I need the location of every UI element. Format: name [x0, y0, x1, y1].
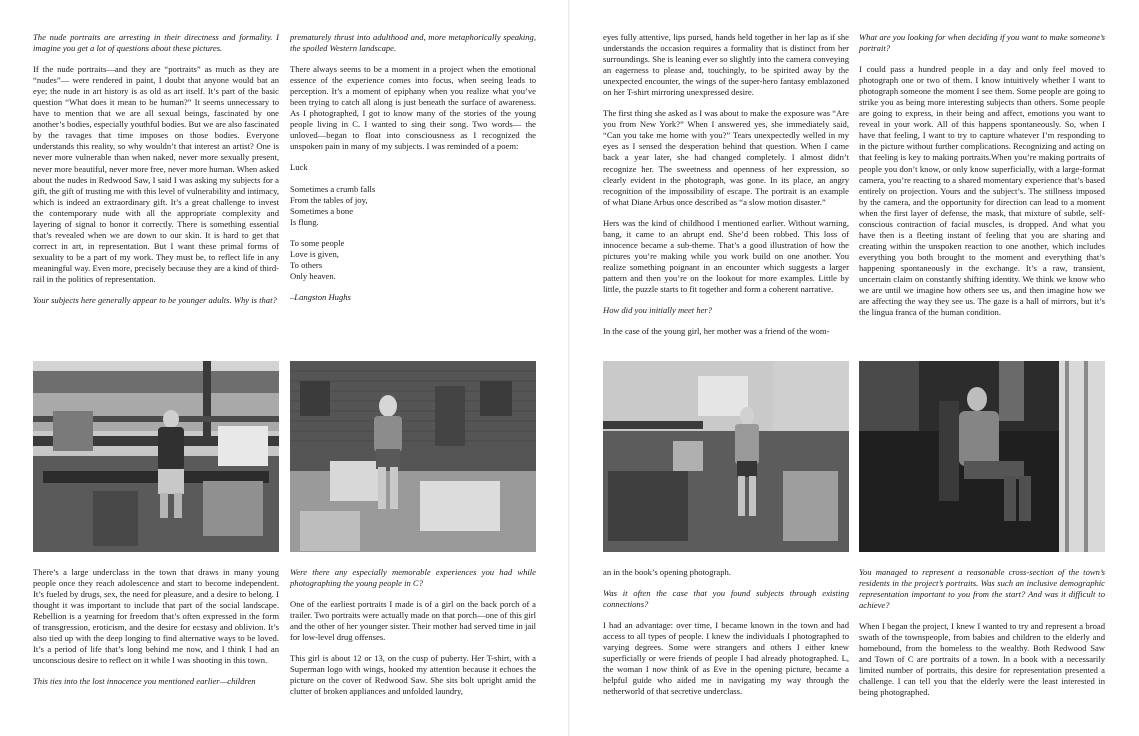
- interview-question: Was it often the case that you found subjects through existing connections?: [603, 588, 849, 610]
- poem-line: Love is given,: [290, 248, 339, 259]
- poem-stanza: [290, 238, 536, 282]
- photo-girl-standing-porch-clutter: [603, 361, 849, 552]
- interview-answer: an in the book’s opening photograph.: [603, 567, 731, 577]
- poem-line: To some people: [290, 237, 345, 248]
- poem-line: From the tables of joy,: [290, 194, 368, 205]
- interview-question: The nude portraits are arresting in their directness and formality. I imagine you get a lot of questions about these pictures.: [33, 32, 279, 54]
- right-page-column-1-bottom: [603, 567, 849, 717]
- interview-question: You managed to represent a reasonable cross-section of the town’s residents in the project’s portraits. Was such an inclusive demographic representation important to you from the start? And was it difficult to achieve?: [859, 567, 1105, 611]
- interview-question: prematurely thrust into adulthood and, more metaphorically speaking, the spoiled Western landscape.: [290, 32, 536, 54]
- interview-answer: I had an advantage: over time, I became known in the town and had access to all types of people. I knew the individuals I photographed to varying degrees. Some were strangers and others I either knew superficially or were friends of people I had already photographed. L, the woman I now think of as Eve in the opening picture, became a helpful guide who aided me in navigating my way through the netherworld of that secretive underclass.: [603, 620, 849, 697]
- page-gutter: [568, 0, 570, 736]
- right-page-column-1-top: [603, 32, 849, 347]
- interview-question: This ties into the lost innocence you mentioned earlier—children: [33, 676, 256, 687]
- left-page-column-2-top: [290, 32, 536, 337]
- interview-answer: The first thing she asked as I was about to make the exposure was “Are you from New York?” When I answered yes, she immediately said, “Can you take me home with you?” Tears unexpectedly welled in my eyes as I sensed the desperation behind that question. When I came back a year later, she had changed completely. I almost didn’t recognize her. The sweetness and openness of her expression, so clearly evident in the photograph, was gone. In its place, an angry recognition of the impossibility of escape. The portrait is an example of what Diane Arbus once described as “a slow motion disaster.”: [603, 108, 849, 207]
- poem-line: To others: [290, 259, 323, 270]
- poem-line: Only heaven.: [290, 270, 336, 281]
- poem-stanza: [290, 184, 536, 228]
- poem-line: Luck: [290, 162, 308, 173]
- photo-elderly-man-window: [859, 361, 1105, 552]
- interview-question: Were there any especially memorable experiences you had while photographing the young people in C?: [290, 567, 536, 589]
- interview-answer: eyes fully attentive, lips pursed, hands held together in her lap as if she understands the occasion requires a formality that is distinct from her surroundings. She is leaning ever so slightly into the camera conveying an eagerness to please and, touchingly, to be spirited away by the unexpected encounter, the wings of the super-hero fantasy emblazoned on her T-shirt mirroring unexpressed desire.: [603, 32, 849, 98]
- left-page-column-2-bottom: [290, 567, 536, 717]
- interview-answer: There’s a large underclass in the town that draws in many young people once they reach adolescence and start to become independent. It’s fueled by drugs, sex, the need for pleasure, and a desire to belong. I thought it was important to include that part of the social landscape. Rebellion is a yearning for freedom that’s often expressed in the form of transgression, eroticism, and the desire for ecstasy and oblivion. It’s also tied up with the deep longing to find alternative ways to be loved. It’s a period of life that’s long behind me now, and I think I had an unconscious desire to reflect on it while I was shooting in this town.: [33, 567, 279, 666]
- right-page-column-2-top: [859, 32, 1105, 347]
- photo-girl-superman-porch: [33, 361, 279, 552]
- interview-answer: Hers was the kind of childhood I mentioned earlier. Without warning, bang, it came to an abrupt end. She’d been robbed. This loss of innocence became a sub-theme. That’s a good illustration of how the pictures you’re making while you work build on one another. You realize something poignant in an encounter which suggests a larger pattern and then you’re on the lookout for more examples. Little by little, the puzzle starts to fit together and form a coherent narrative.: [603, 217, 849, 294]
- poem-line: Sometimes a crumb falls: [290, 183, 376, 194]
- photo-girl-standing-yard: [290, 361, 536, 552]
- poem-attribution: –Langston Hughs: [290, 291, 351, 302]
- interview-answer: I could pass a hundred people in a day and only feel moved to photograph one or two of them. I know intuitively whether I want to photograph someone the moment I see them. Some people are going to strike you as being more interesting subjects than others. Some people are going to express, in their being and affect, emotions you want to reveal in your work. All of this happens spontaneously. So, when I have that feeling, I want to try to capture whatever I’m responding to in the picture without further complications. Recognizing and acting on that feeling is key to making portraits.When you’re making portraits of people you don’t know, or only know superficially, with a large-format camera, you’re reacting to a shared momentary experience that’s based entirely on projection. Yours and the subject’s. The stillness imposed by the camera, and the opportunity for direction can lead to a moment when the first layer of defense, the mask, that mixture of subtle, self-conscious contraction of facial muscles, is dropped. And what you have then is a fleeting instant of feeling that you are sharing and creating within the unspoken reaction to one another, which includes everything you both brought to the moment and everything that’s happening spontaneously in the exchange. It’s a raw, transient, uncertain claim on constantly shifting identity. We think we know who we are until we imagine how others see us, and then imagine how we are affecting the way they see us. The gaze is a hall of mirrors, but it’s the lingua franca of the human condition.: [859, 64, 1105, 318]
- interview-answer: There always seems to be a moment in a project when the emotional essence of the experience comes into focus, when seeing leads to perception. It’s a moment of epiphany when you realize what you’ve been trying to catch all along is just beneath the surface of awareness. As I photographed, I got to know many of the stories of the young people living in C. I wanted to sing their song. Two words— the unloved—began to float into consciousness as I recognized the unspoken pain in many of my subjects. I was reminded of a poem:: [290, 64, 536, 152]
- interview-question: What are you looking for when deciding if you want to make someone’s portrait?: [859, 32, 1105, 54]
- interview-answer: In the case of the young girl, her mother was a friend of the wom-: [603, 326, 830, 337]
- right-page-column-2-bottom: [859, 567, 1105, 717]
- poem-stanza: [290, 162, 536, 173]
- poem-line: Is flung.: [290, 216, 319, 227]
- interview-answer: One of the earliest portraits I made is of a girl on the back porch of a trailer. Two portraits were actually made on that porch—one of this girl and the other of her younger sister. Their mother had served time in jail for low-level drug offenses.: [290, 599, 536, 643]
- interview-answer: This girl is about 12 or 13, on the cusp of puberty. Her T-shirt, with a Superman logo with wings, hooked my attention because it echoes the picture on the cover of Redwood Saw. She sits bolt upright amid the clutter of broken appliances and unfolded laundry,: [290, 653, 536, 697]
- interview-answer: If the nude portraits—and they are “portraits” as much as they are “nudes”— were rendered in paint, I doubt that anyone would bat an eye; the nude in art history is as old as art itself. It’s part of the basic question “What does it mean to be human?” It seems unnecessary to have to mention that we are all sexual beings, fascinated by one another’s bodies, especially youthful bodies. But we are also fascinated by the ravages that time imposes on those bodies. Everyone understands this reality, so why wouldn’t that interest an artist? One is never more vulnerable than when naked, never more sexually present, never more beautiful, never more free, never more human. When asked about the nudes in Redwood Saw, I said I was asking my subjects for a gift, the gift of trusting me with this level of vulnerability and intimacy, which is indeed an extraordinary gift. It’s a great challenge to invest the contemporary nude with all the appropriate complexity and layering of signal to honor it correctly. There is something essential that’s revealed when we are down to our skin. It is hard to get that correct in art, in representation. But I want these primal forms of sexuality to be a part of my work. They must be, to reflect life in any meaningful way. Even more, precisely because they are a kind of third-rail in the politics of representation.: [33, 64, 279, 284]
- interview-answer: When I began the project, I knew I wanted to try and represent a broad swath of the townspeople, from babies and children to the elderly and homebound, from the homeless to the wealthy. Both Redwood Saw and Town of C are portraits of a town. In a book with a necessarily limited number of portraits, this desire for representation presented a challenge. I can tell you that the elderly were the least interested in being photographed.: [859, 621, 1105, 698]
- poem-line: Sometimes a bone: [290, 205, 354, 216]
- interview-question: Your subjects here generally appear to be younger adults. Why is that?: [33, 295, 277, 306]
- interview-question: How did you initially meet her?: [603, 305, 713, 316]
- left-page-column-1-top: [33, 32, 279, 337]
- left-page-column-1-bottom: [33, 567, 279, 717]
